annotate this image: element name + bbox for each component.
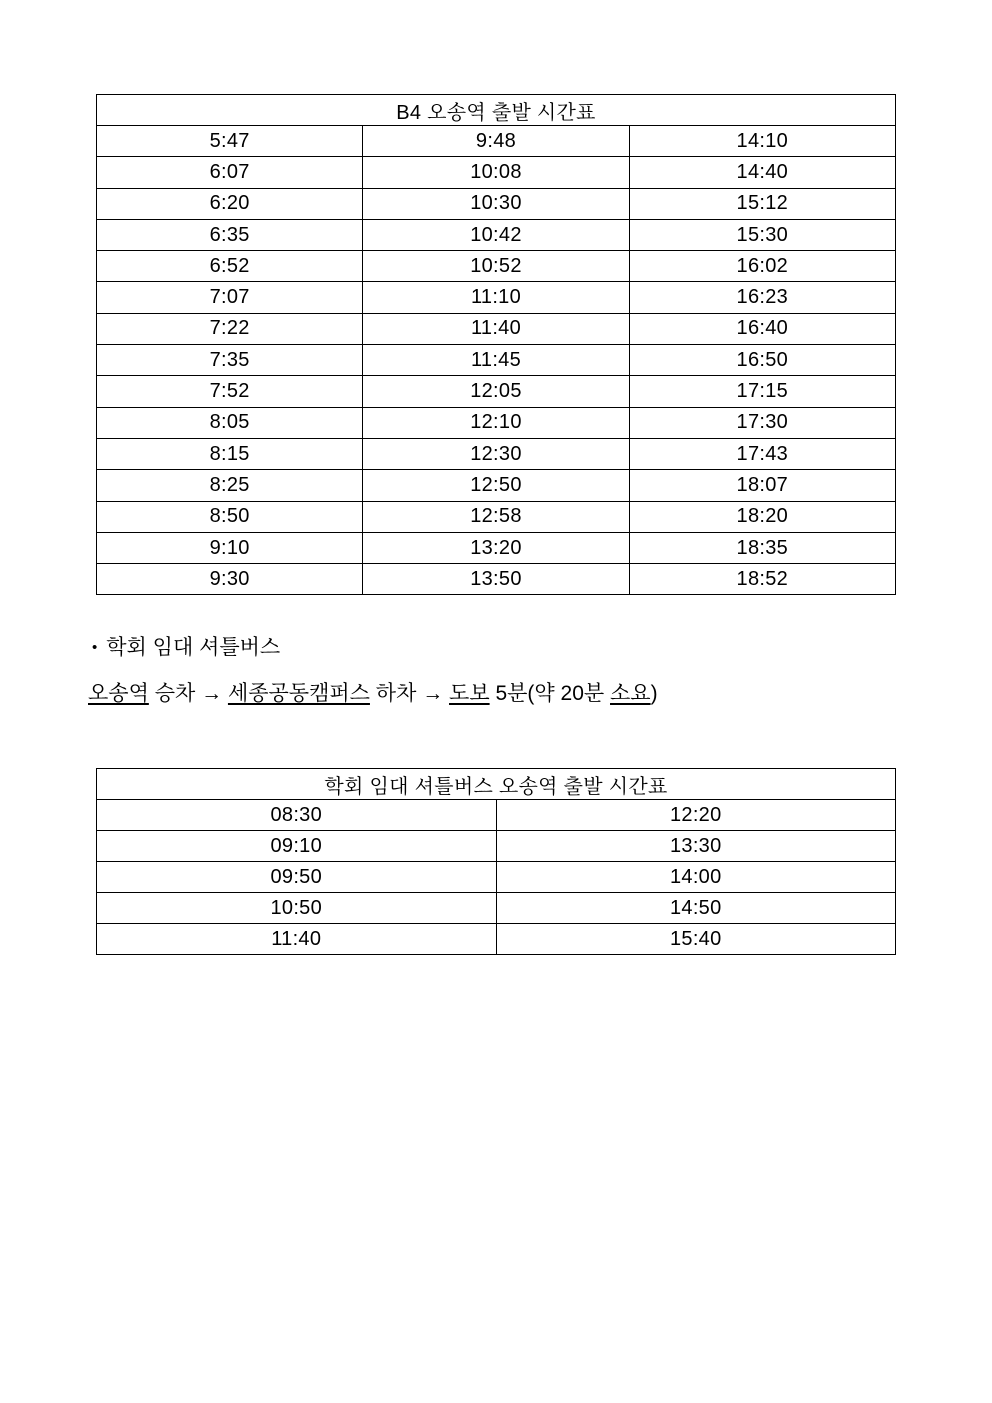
- time-cell: 15:40: [496, 924, 896, 955]
- bullet-item: [92, 636, 280, 660]
- table-title-row: [97, 95, 896, 126]
- time-cell: 15:30: [629, 219, 895, 250]
- time-cell: 8:15: [97, 438, 363, 469]
- table-title-row: [97, 769, 896, 800]
- time-cell: 18:35: [629, 532, 895, 563]
- plain-text: 하차 →: [369, 682, 450, 705]
- time-cell: 16:40: [629, 313, 895, 344]
- b4-timetable-title: B4 오송역 출발 시간표: [97, 95, 896, 126]
- time-cell: 6:20: [97, 188, 363, 219]
- time-cell: 09:50: [97, 862, 497, 893]
- time-cell: 17:15: [629, 376, 895, 407]
- time-cell: 7:07: [97, 282, 363, 313]
- table-row: [97, 564, 896, 595]
- time-cell: 10:08: [363, 157, 629, 188]
- time-cell: 16:02: [629, 251, 895, 282]
- shuttle-timetable-title: 학회 임대 셔틀버스 오송역 출발 시간표: [97, 769, 896, 800]
- table-row: [97, 532, 896, 563]
- time-cell: 12:05: [363, 376, 629, 407]
- table-row: [97, 831, 896, 862]
- time-cell: 8:25: [97, 470, 363, 501]
- time-cell: 12:30: [363, 438, 629, 469]
- time-cell: 5:47: [97, 126, 363, 157]
- time-cell: 12:20: [496, 800, 896, 831]
- time-cell: 8:50: [97, 501, 363, 532]
- underlined-text: 세종공동캠퍼스: [227, 682, 370, 705]
- table-row: [97, 282, 896, 313]
- time-cell: 10:50: [97, 893, 497, 924]
- time-cell: 6:35: [97, 219, 363, 250]
- time-cell: 7:52: [97, 376, 363, 407]
- table-row: [97, 345, 896, 376]
- time-cell: 10:30: [363, 188, 629, 219]
- bullet-label: 학회 임대 셔틀버스: [106, 636, 281, 659]
- table-row: [97, 376, 896, 407]
- table-row: [97, 470, 896, 501]
- table-row: [97, 188, 896, 219]
- time-cell: 6:07: [97, 157, 363, 188]
- time-cell: 13:30: [496, 831, 896, 862]
- table-row: [97, 313, 896, 344]
- plain-text: 승차 →: [148, 682, 228, 705]
- time-cell: 11:40: [97, 924, 497, 955]
- table-row: [97, 251, 896, 282]
- time-cell: 17:30: [629, 407, 895, 438]
- time-cell: 9:10: [97, 532, 363, 563]
- time-cell: 18:07: [629, 470, 895, 501]
- time-cell: 16:50: [629, 345, 895, 376]
- time-cell: 14:10: [629, 126, 895, 157]
- table-row: [97, 126, 896, 157]
- plain-text: ): [650, 682, 658, 705]
- time-cell: 18:52: [629, 564, 895, 595]
- time-cell: 14:40: [629, 157, 895, 188]
- table-row: [97, 924, 896, 955]
- underlined-text: 도보: [449, 682, 490, 705]
- plain-text: 5분(약 20분: [489, 682, 611, 705]
- table-row: [97, 862, 896, 893]
- time-cell: 13:20: [363, 532, 629, 563]
- time-cell: 11:40: [363, 313, 629, 344]
- table-row: [97, 800, 896, 831]
- bullet-icon: •: [92, 639, 98, 656]
- time-cell: 7:35: [97, 345, 363, 376]
- time-cell: 9:48: [363, 126, 629, 157]
- table-row: [97, 438, 896, 469]
- time-cell: 12:58: [363, 501, 629, 532]
- time-cell: 08:30: [97, 800, 497, 831]
- table-row: [97, 501, 896, 532]
- time-cell: 16:23: [629, 282, 895, 313]
- time-cell: 13:50: [363, 564, 629, 595]
- table-row: [97, 157, 896, 188]
- time-cell: 9:30: [97, 564, 363, 595]
- time-cell: 7:22: [97, 313, 363, 344]
- time-cell: 15:12: [629, 188, 895, 219]
- table-row: [97, 893, 896, 924]
- time-cell: 14:00: [496, 862, 896, 893]
- time-cell: 12:50: [363, 470, 629, 501]
- time-cell: 09:10: [97, 831, 497, 862]
- time-cell: 11:45: [363, 345, 629, 376]
- table-row: [97, 407, 896, 438]
- time-cell: 18:20: [629, 501, 895, 532]
- time-cell: 14:50: [496, 893, 896, 924]
- b4-departure-timetable: [96, 94, 896, 595]
- time-cell: 17:43: [629, 438, 895, 469]
- table-row: [97, 219, 896, 250]
- time-cell: 10:42: [363, 219, 629, 250]
- time-cell: 8:05: [97, 407, 363, 438]
- route-description: [88, 681, 658, 707]
- shuttle-departure-timetable: [96, 768, 896, 955]
- shuttle-timetable-body: [97, 800, 896, 955]
- underlined-text: 소요: [610, 682, 651, 705]
- b4-timetable-body: [97, 126, 896, 595]
- time-cell: 11:10: [363, 282, 629, 313]
- underlined-text: 오송역: [88, 682, 149, 705]
- time-cell: 6:52: [97, 251, 363, 282]
- time-cell: 12:10: [363, 407, 629, 438]
- time-cell: 10:52: [363, 251, 629, 282]
